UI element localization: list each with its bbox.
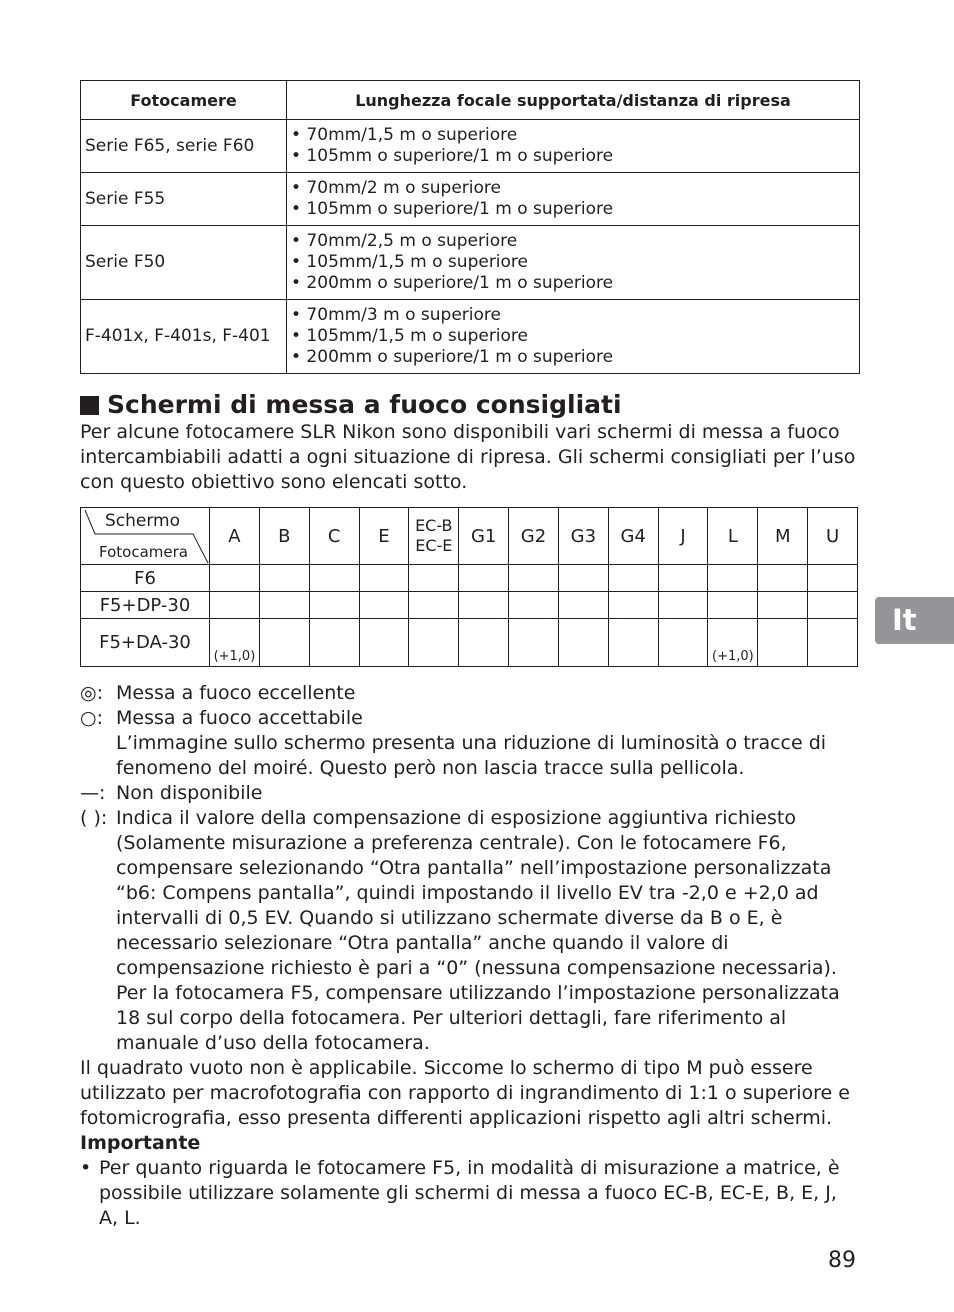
parentheses-icon: ( ): <box>80 807 108 829</box>
table-cell <box>758 565 808 592</box>
legend-acceptable <box>80 706 860 731</box>
table-row <box>81 226 860 300</box>
table-cell <box>658 619 708 667</box>
column-header: U <box>808 508 858 565</box>
table-cell <box>658 565 708 592</box>
column-header: B <box>259 508 309 565</box>
table-row <box>81 619 858 667</box>
corner-header <box>81 508 210 565</box>
important-bullet <box>80 1156 860 1231</box>
focal-item: • 70mm/2 m o superiore <box>291 178 501 198</box>
legend-text: Messa a fuoco eccellente <box>116 682 356 704</box>
column-header: J <box>658 508 708 565</box>
focal-item: • 105mm o superiore/1 m o superiore <box>291 199 614 219</box>
table-cell <box>808 565 858 592</box>
table-cell <box>808 592 858 619</box>
camera-cell: F5+DP-30 <box>81 592 210 619</box>
focal-item: • 200mm o superiore/1 m o superiore <box>291 347 614 367</box>
focal-item: • 105mm/1,5 m o superiore <box>291 326 529 346</box>
camera-cell: Serie F65, serie F60 <box>81 120 287 173</box>
table-cell <box>558 619 608 667</box>
table-cell <box>509 565 559 592</box>
table-cell <box>459 592 509 619</box>
page-number: 89 <box>828 1248 856 1273</box>
table-cell <box>359 619 409 667</box>
legend <box>80 681 860 1231</box>
table-cell <box>309 619 359 667</box>
compensation-note-cell: (+1,0) <box>210 619 260 667</box>
table-cell <box>259 565 309 592</box>
table-cell <box>409 592 459 619</box>
column-header: E <box>359 508 409 565</box>
table-cell <box>608 592 658 619</box>
column-header: G3 <box>558 508 608 565</box>
section-heading <box>80 390 860 420</box>
table-cell <box>708 565 758 592</box>
table-cell <box>808 619 858 667</box>
column-header: L <box>708 508 758 565</box>
table-cell <box>558 592 608 619</box>
table-cell <box>608 565 658 592</box>
table-row <box>81 565 858 592</box>
table-cell <box>359 592 409 619</box>
table-cell <box>509 619 559 667</box>
focal-item: • 200mm o superiore/1 m o superiore <box>291 273 614 293</box>
table-cell <box>309 565 359 592</box>
table-cell <box>409 619 459 667</box>
table-cell <box>509 592 559 619</box>
column-header-cameras: Fotocamere <box>81 81 287 120</box>
double-circle-icon: ◎: <box>80 682 103 704</box>
table-cell <box>459 565 509 592</box>
section-title: Schermi di messa a fuoco consigliati <box>107 390 622 419</box>
important-heading: Importante <box>80 1132 201 1154</box>
column-header-focal-length: Lunghezza focale supportata/distanza di ripresa <box>287 81 860 120</box>
column-header: C <box>309 508 359 565</box>
table-cell <box>309 592 359 619</box>
table-row <box>81 120 860 173</box>
legend-text: Messa a fuoco accettabile <box>116 707 363 729</box>
legend-unavailable <box>80 781 860 806</box>
table-cell <box>210 592 260 619</box>
table-cell <box>259 619 309 667</box>
table-cell <box>459 619 509 667</box>
section-intro: Per alcune fotocamere SLR Nikon sono disponibili vari schermi di messa a fuoco intercambiabili adatti a ogni situazione di ripresa. Gli schermi consigliati per l’uso con questo obiettivo sono elencati sotto. <box>80 421 856 493</box>
focal-item: • 70mm/1,5 m o superiore <box>291 125 518 145</box>
column-header: M <box>758 508 808 565</box>
column-header: G1 <box>459 508 509 565</box>
camera-cell: F-401x, F-401s, F-401 <box>81 300 287 374</box>
focal-cell <box>287 173 860 226</box>
table-cell <box>758 592 808 619</box>
focal-cell <box>287 226 860 300</box>
focal-item: • 70mm/2,5 m o superiore <box>291 231 518 251</box>
corner-label-camera: Fotocamera <box>99 543 188 561</box>
table-cell <box>708 592 758 619</box>
focal-cell <box>287 120 860 173</box>
legend-parentheses <box>80 806 860 1056</box>
manual-page <box>80 80 860 1231</box>
camera-cell: F5+DA-30 <box>81 619 210 667</box>
column-header-ec-e: EC-E <box>415 536 453 555</box>
table-cell <box>259 592 309 619</box>
focal-item: • 105mm o superiore/1 m o superiore <box>291 146 614 166</box>
focusing-screen-table <box>80 507 858 667</box>
table-cell <box>210 565 260 592</box>
column-header-ec-b: EC-B <box>415 516 453 535</box>
circle-icon: ○: <box>80 707 103 729</box>
corner-label-screen: Schermo <box>105 511 181 531</box>
language-tab: It <box>875 597 954 644</box>
focal-cell <box>287 300 860 374</box>
table-row <box>81 592 858 619</box>
focal-length-table <box>80 80 860 374</box>
table-cell <box>558 565 608 592</box>
table-cell <box>658 592 708 619</box>
column-header: A <box>210 508 260 565</box>
table-row <box>81 300 860 374</box>
column-header: G4 <box>608 508 658 565</box>
legend-text: Non disponibile <box>116 782 263 804</box>
camera-cell: Serie F55 <box>81 173 287 226</box>
table-row <box>81 173 860 226</box>
important-text: Per quanto riguarda le fotocamere F5, in modalità di misurazione a matrice, è possibile utilizzare solamente gli schermi di messa a fuoco EC-B, EC-E, B, E, J, A, L. <box>99 1157 840 1229</box>
square-bullet-icon <box>80 396 99 415</box>
camera-cell: Serie F50 <box>81 226 287 300</box>
focal-item: • 70mm/3 m o superiore <box>291 305 501 325</box>
table-cell <box>409 565 459 592</box>
legend-text: Indica il valore della compensazione di esposizione aggiuntiva richiesto (Solamente misurazione a preferenza centrale). Con le fotocamere F6, compensare selezionando “Otra pantalla” nell’impostazione personalizzata “b6: Compens pantalla”, quindi impostando il livello EV tra -2,0 e +2,0 ad intervalli di 0,5 EV. Quando si utilizzano schermate diverse da B o E, è necessario selezionare “Otra pantalla” anche quando il valore di compensazione richiesto è pari a “0” (nessuna compensazione necessaria). Per la fotocamera F5, compensare utilizzando l’impostazione personalizzata 18 sul corpo della fotocamera. Per ulteriori dettagli, fare riferimento al manuale d’uso della fotocamera. <box>116 807 840 1054</box>
column-header: G2 <box>509 508 559 565</box>
focal-item: • 105mm/1,5 m o superiore <box>291 252 529 272</box>
legend-excellent <box>80 681 860 706</box>
table-cell <box>608 619 658 667</box>
table-cell <box>758 619 808 667</box>
note-paragraph: Il quadrato vuoto non è applicabile. Siccome lo schermo di tipo M può essere utilizzato per macrofotografia con rapporto di ingrandimento di 1:1 o superiore e fotomicrografia, esso presenta differenti applicazioni rispetto agli altri schermi. <box>80 1057 850 1129</box>
bullet-icon: • <box>80 1157 92 1179</box>
camera-cell: F6 <box>81 565 210 592</box>
table-cell <box>359 565 409 592</box>
dash-icon: —: <box>80 782 106 804</box>
column-header-ec <box>409 508 459 565</box>
legend-detail: L’immagine sullo schermo presenta una riduzione di luminosità o tracce di fenomeno del moiré. Questo però non lascia tracce sulla pellicola. <box>116 732 827 779</box>
compensation-note-cell: (+1,0) <box>708 619 758 667</box>
